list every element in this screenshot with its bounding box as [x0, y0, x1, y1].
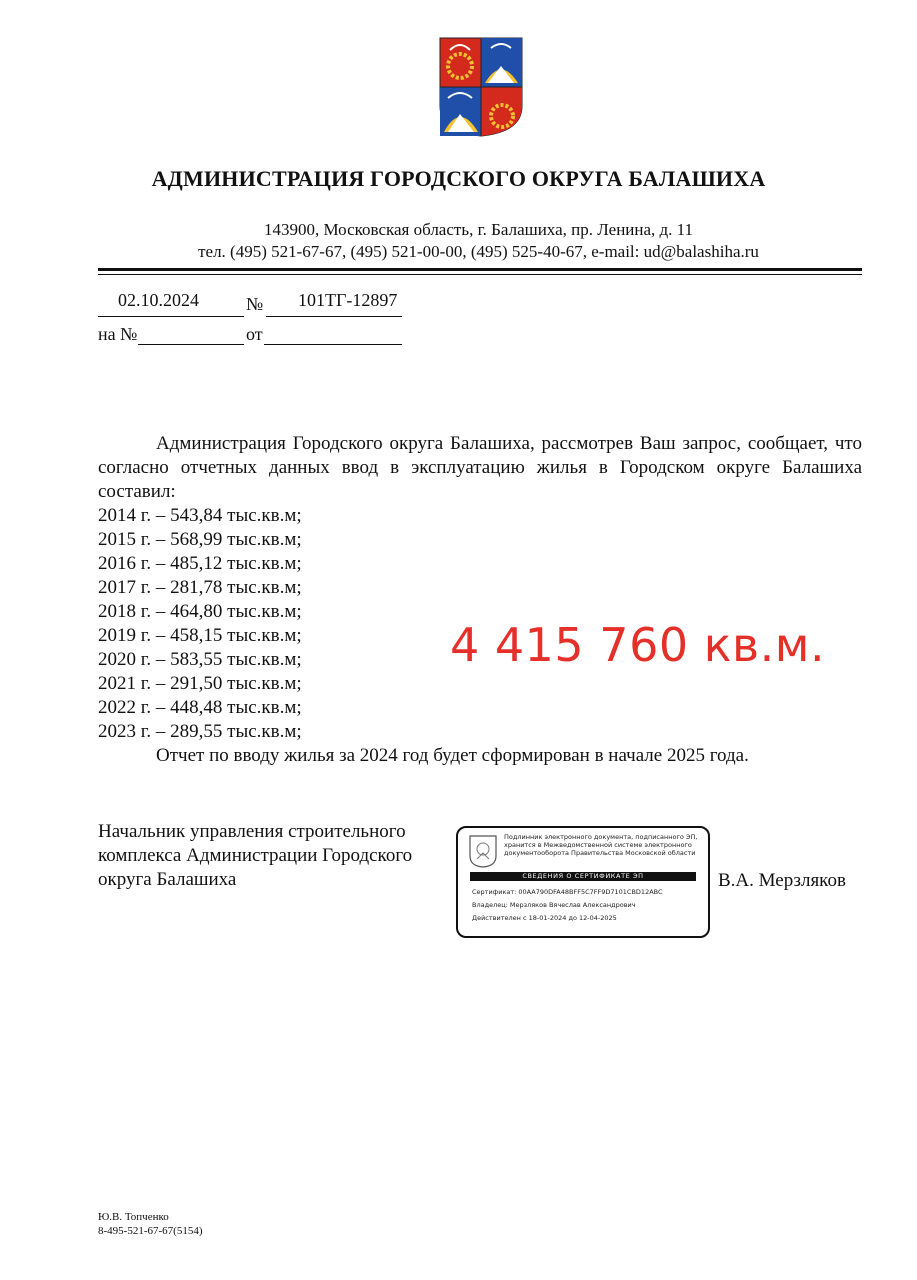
esig-header-line: хранится в Межведомственной системе электронного — [504, 841, 692, 849]
year-line: 2015 г. – 568,99 тыс.кв.м; — [98, 529, 302, 550]
date-underline — [98, 316, 244, 317]
electronic-signature-stamp — [456, 826, 710, 938]
registration-number-label: № — [246, 294, 264, 314]
header-divider-thin — [98, 274, 862, 275]
year-line: 2021 г. – 291,50 тыс.кв.м; — [98, 673, 302, 694]
registration-date: 02.10.2024 — [118, 290, 199, 310]
reference-date-label: от — [246, 324, 263, 344]
header-divider — [98, 268, 862, 271]
year-line: 2020 г. – 583,55 тыс.кв.м; — [98, 649, 302, 670]
esig-owner: Владелец: Мерзляков Вячеслав Александрович — [472, 901, 636, 909]
executor-info — [98, 1210, 202, 1238]
esig-certificate: Сертификат: 00AA790DFA48BFF5C7FF9D7101CBD12ABC — [472, 888, 663, 896]
year-line: 2014 г. – 543,84 тыс.кв.м; — [98, 505, 302, 526]
number-underline — [266, 316, 402, 317]
signer-position-line: Начальник управления строительного — [98, 821, 406, 842]
esig-header-line: Подлинник электронного документа, подписанного ЭП, — [504, 833, 698, 841]
letter-closing: Отчет по вводу жилья за 2024 год будет сформирован в начале 2025 года. — [156, 745, 749, 766]
moscow-region-emblem-icon — [468, 834, 498, 868]
year-line: 2016 г. – 485,12 тыс.кв.м; — [98, 553, 302, 574]
coat-of-arms-icon — [438, 36, 524, 138]
reference-number-underline — [138, 344, 244, 345]
esig-certificate-title: СВЕДЕНИЯ О СЕРТИФИКАТЕ ЭП — [470, 872, 696, 881]
letter-intro: Администрация Городского округа Балашиха, рассмотрев Ваш запрос, сообщает, что согласно отчетных данных ввод в эксплуатацию жилья в Городском округе Балашиха составил: — [98, 433, 862, 502]
year-line: 2019 г. – 458,15 тыс.кв.м; — [98, 625, 302, 646]
registration-number: 101ТГ-12897 — [298, 290, 398, 310]
executor-phone: 8-495-521-67-67(5154) — [98, 1225, 203, 1237]
signer-position — [98, 820, 478, 892]
year-line: 2023 г. – 289,55 тыс.кв.м; — [98, 721, 302, 742]
year-line: 2022 г. – 448,48 тыс.кв.м; — [98, 697, 302, 718]
letter-body — [98, 432, 862, 768]
reference-date-underline — [264, 344, 402, 345]
esig-header — [504, 833, 704, 857]
esig-header-line: документооборота Правительства Московской области — [504, 849, 696, 857]
signer-position-line: комплекса Администрации Городского — [98, 845, 413, 866]
reference-number-label: на № — [98, 324, 138, 344]
org-title: АДМИНИСТРАЦИЯ ГОРОДСКОГО ОКРУГА БАЛАШИХА — [151, 166, 766, 191]
total-area-overlay: 4 415 760 кв.м. — [450, 618, 826, 672]
signer-name: В.А. Мерзляков — [718, 870, 846, 891]
esig-validity: Действителен с 18-01-2024 до 12-04-2025 — [472, 914, 617, 922]
org-address: 143900, Московская область, г. Балашиха, пр. Ленина, д. 11 — [263, 220, 694, 239]
year-line: 2018 г. – 464,80 тыс.кв.м; — [98, 601, 302, 622]
year-line: 2017 г. – 281,78 тыс.кв.м; — [98, 577, 302, 598]
executor-name: Ю.В. Топченко — [98, 1211, 169, 1223]
signer-position-line: округа Балашиха — [98, 869, 237, 890]
org-contacts: тел. (495) 521-67-67, (495) 521-00-00, (495) 525-40-67, e-mail: ud@balashiha.ru — [198, 242, 759, 261]
